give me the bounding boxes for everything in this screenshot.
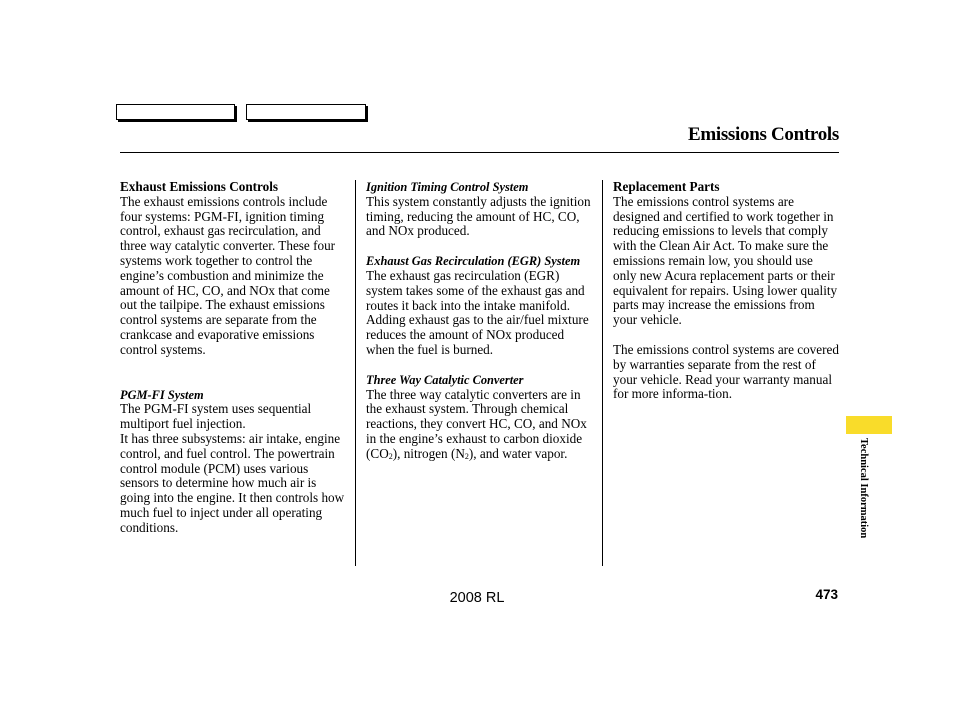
column-left bbox=[120, 180, 346, 536]
exhaust-emissions-body: The exhaust emissions controls include four systems: PGM-FI, ignition timing control, exhaust gas recirculation, and three way catalytic converter. These four systems work together to control the engine’s combustion and minimize the amount of HC, CO, and NOx that come out the tailpipe. The exhaust emissions control systems are separate from the crankcase and evaporative emissions control systems. bbox=[120, 193, 336, 357]
section-heading-replacement-parts: Replacement Parts bbox=[613, 179, 720, 194]
footer-model: 2008 RL bbox=[449, 590, 505, 606]
title-divider bbox=[120, 152, 839, 153]
section-label-technical-information: Technical Information bbox=[858, 438, 869, 539]
three-way-catalytic-body: The three way catalytic converters are in the exhaust system. Through chemical reactions, they convert HC, CO, and NOx in the engine’s exhaust to carbon dioxide $(CO_2)$, nitrogen $(N_2)$, and water vapor. bbox=[366, 386, 587, 461]
section-heading-exhaust-emissions: Exhaust Emissions Controls bbox=[120, 179, 279, 194]
nav-button-index[interactable] bbox=[246, 104, 366, 120]
column-middle bbox=[366, 180, 594, 465]
section-tab-marker[interactable] bbox=[846, 416, 892, 434]
pgm-fi-body-2: It has three subsystems: air intake, engine control, and fuel control. The powertrain control module (PCM) uses various sensors to determine how much air is going into the engine. It then controls how much fuel to inject under all operating conditions. bbox=[120, 430, 345, 535]
page-title: Emissions Controls bbox=[687, 124, 839, 145]
ignition-timing-body: This system constantly adjusts the ignition timing, reducing the amount of HC, CO, and NOx produced. bbox=[366, 193, 591, 239]
column-divider-2 bbox=[602, 180, 603, 566]
egr-body: The exhaust gas recirculation (EGR) system takes some of the exhaust gas and routes it back into the intake manifold. Adding exhaust gas to the air/fuel mixture reduces the amount of NOx produced when the fuel is burned. bbox=[366, 267, 589, 357]
section-heading-egr: Exhaust Gas Recirculation (EGR) System bbox=[366, 254, 581, 269]
page-number: 473 bbox=[815, 587, 838, 602]
column-divider-1 bbox=[355, 180, 356, 566]
section-heading-ignition-timing: Ignition Timing Control System bbox=[366, 180, 529, 194]
section-heading-pgm-fi: PGM-FI System bbox=[120, 387, 204, 402]
nav-button-main-menu[interactable] bbox=[116, 104, 235, 120]
column-right bbox=[613, 180, 839, 402]
pgm-fi-body-1: The PGM-FI system uses sequential multiport fuel injection. bbox=[120, 401, 312, 432]
section-heading-three-way-catalytic: Three Way Catalytic Converter bbox=[366, 372, 524, 387]
replacement-parts-body-2: The emissions control systems are covered by warranties separate from the rest of your vehicle. Read your warranty manual for more informa-tion. bbox=[613, 341, 839, 402]
replacement-parts-body-1: The emissions control systems are designed and certified to work together in reducing emissions to levels that comply with the Clean Air Act. To make sure the emissions remain low, you should use only new Acura replacement parts or their equivalent for repairs. Using lower quality parts may increase the emissions from your vehicle. bbox=[613, 193, 838, 328]
